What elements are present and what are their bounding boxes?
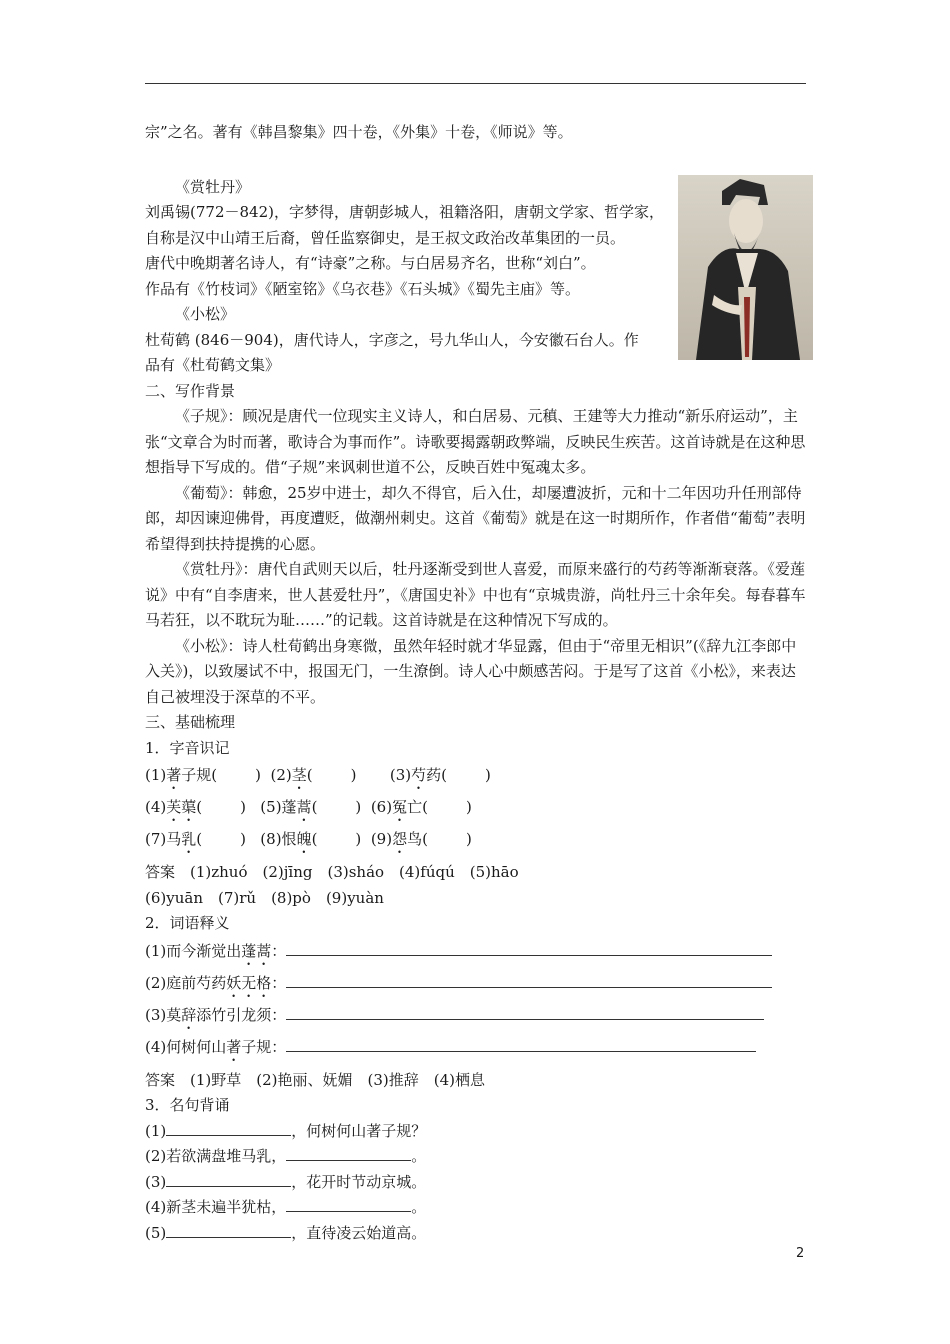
- item-text: 添竹引龙须：: [196, 1005, 287, 1024]
- item-label: (8)恨: [260, 830, 297, 848]
- item-text: ，直待凌云始道高。: [291, 1223, 427, 1242]
- item-text: (2)若欲满盘堆马乳，: [145, 1147, 287, 1165]
- item-label: (1): [145, 1121, 167, 1140]
- item-label: (6): [370, 798, 393, 816]
- item-text: (1)而今渐觉出: [145, 941, 242, 960]
- recitation-row: [145, 1119, 809, 1145]
- item-label: (2): [270, 766, 292, 784]
- subsection-title: 1．字音识记: [145, 738, 230, 757]
- item-label: (7)马: [145, 830, 182, 848]
- item-label: (4): [145, 798, 167, 816]
- item-text: ，花开时节动京城。: [291, 1172, 427, 1191]
- background-paragraph: 《赏牡丹》：唐代自武则天以后，牡丹逐渐受到世人喜爱，而原来盛行的芍药等渐渐衰落。《爱莲说》中有“自李唐来，世人甚爱牡丹”，《唐国史补》中也有“京城贵游，尚牡丹三十余年矣。每春暮车马若狂，以不耽玩为耻……”的记载。这首诗就是在这种情况下写成的。: [145, 560, 806, 629]
- fill-blank[interactable]: [166, 1172, 291, 1187]
- dotted-char: 辞: [181, 1005, 197, 1024]
- dotted-char: 蒿: [296, 798, 312, 816]
- item-text: (: [311, 798, 318, 816]
- paren-close: ): [485, 766, 491, 784]
- item-text: ，何树何山著子规？: [291, 1121, 427, 1140]
- section-heading-basics: 三、基础梳理: [145, 713, 236, 731]
- recitation-row: [145, 1221, 809, 1247]
- item-text: (4)何树何山: [145, 1037, 227, 1056]
- item-text: (4)新茎未遍半犹枯，: [145, 1198, 287, 1216]
- page-number: 2: [796, 1246, 805, 1261]
- background-paragraph: 《小松》：诗人杜荀鹤出身寒微，虽然年轻时就才华显露，但由于“帝里无相识”(《辞九江李郎中入关》)，以致屡试不中，报国无门，一生潦倒。诗人心中颇感苦闷。于是写了这首《小松》，来表达自己被埋没于深草的不平。: [145, 636, 797, 706]
- song-bio-line: 杜荀鹤 (846－904)，唐代诗人，字彦之，号九华山人，今安徽石台人。作: [145, 330, 639, 349]
- liu-yuxi-portrait: [678, 175, 813, 360]
- answer-line: (6)yuān (7)rǔ (8)pò (9)yuàn: [145, 888, 384, 907]
- item-text: 。: [411, 1147, 427, 1165]
- item-text: 药(: [426, 766, 448, 784]
- recitation-row: [145, 1195, 809, 1221]
- dotted-char: 冤: [392, 798, 408, 816]
- song-title: 《小松》: [175, 305, 236, 323]
- pronunciation-row: [145, 825, 809, 857]
- spacer: [145, 146, 809, 175]
- dotted-char: 茎: [291, 766, 307, 784]
- dotted-char: 芙蕖: [166, 798, 197, 816]
- item-text: (3)莫: [145, 1005, 182, 1024]
- item-text: 子规(: [181, 766, 218, 784]
- item-text: (: [196, 798, 203, 816]
- definition-row: [145, 969, 809, 1001]
- mudan-title: 《赏牡丹》: [175, 177, 251, 196]
- background-paragraph: 《葡萄》：韩愈，25岁中进士，却久不得官，后入仕，却屡遭波折，元和十二年因功升任刑部侍郎，却因谏迎佛骨，再度遭贬，做潮州刺史。这首《葡萄》就是在这一时期所作，作者借“葡萄”表明希望得到扶持提携的心愿。: [145, 483, 806, 553]
- answer-line: 答案 (1)野草 (2)艳丽、妩媚 (3)推辞 (4)栖息: [145, 1070, 485, 1089]
- item-text: 亡(: [407, 798, 428, 816]
- dotted-char: 芍: [411, 766, 427, 784]
- background-paragraph: 《子规》：顾况是唐代一位现实主义诗人，和白居易、元稹、王建等大力推动“新乐府运动”，主张“文章合为时而著，歌诗合为事而作”。诗歌要揭露朝政弊端，反映民生疾苦。这首诗就是在这种思想指导下写成的。借“子规”来讽刺世道不公，反映百姓中冤魂太多。: [145, 407, 806, 476]
- paren-close: ): [465, 798, 472, 816]
- item-label: (9): [370, 830, 393, 848]
- paren-close: ): [355, 830, 362, 848]
- mudan-bio-line: 刘禹锡(772－842)，字梦得，唐朝彭城人，祖籍洛阳，唐朝文学家、哲学家，: [145, 203, 664, 221]
- dotted-char: 魄: [296, 830, 312, 848]
- dotted-char: 妖无格: [226, 973, 272, 992]
- item-text: 鸟(: [407, 830, 428, 848]
- header-rule: [145, 83, 806, 84]
- dotted-char: 著: [226, 1037, 242, 1056]
- recitation-row: [145, 1144, 809, 1170]
- recitation-row: [145, 1170, 809, 1196]
- paren-close: ): [355, 798, 362, 816]
- item-label: (1): [145, 766, 167, 784]
- pronunciation-row: [145, 761, 809, 793]
- item-label: (5): [145, 1223, 167, 1242]
- continuation-paragraph: 宗”之名。著有《韩昌黎集》四十卷，《外集》十卷，《师说》等。: [145, 123, 573, 141]
- pronunciation-row: [145, 793, 809, 825]
- item-text: ：: [271, 941, 287, 960]
- mudan-bio-line: 自称是汉中山靖王后裔，曾任监察御史，是王叔文政治改革集团的一员。: [145, 228, 626, 247]
- answer-blank[interactable]: [286, 940, 772, 956]
- item-label: (3): [145, 1172, 167, 1191]
- answer-blank[interactable]: [286, 1004, 764, 1020]
- page-body: [145, 120, 809, 1246]
- item-text: 子规：: [241, 1037, 287, 1056]
- fill-blank[interactable]: [286, 1146, 411, 1161]
- definition-row: [145, 1001, 809, 1033]
- answer-line: 答案 (1)zhuó (2)jīng (3)sháo (4)fúqú (5)hāo: [145, 863, 519, 881]
- paren-close: ): [255, 766, 261, 784]
- paren-close: ): [350, 766, 357, 784]
- subsection-title: 2．词语释义: [145, 914, 230, 932]
- dotted-char: 蓬蒿: [241, 941, 272, 960]
- item-text: (: [306, 766, 313, 784]
- item-text: 。: [411, 1198, 427, 1216]
- mudan-bio-line: 唐代中晚期著名诗人，有“诗豪”之称。与白居易齐名，世称“刘白”。: [145, 254, 596, 272]
- definition-row: [145, 1033, 809, 1065]
- mudan-bio-line: 作品有《竹枝词》《陋室铭》《乌衣巷》《石头城》《蜀先主庙》等。: [145, 279, 581, 298]
- answer-blank[interactable]: [286, 1036, 756, 1052]
- paren-close: ): [240, 798, 246, 816]
- item-text: (: [196, 830, 203, 848]
- item-text: (: [311, 830, 318, 848]
- item-label: (3): [389, 766, 412, 784]
- fill-blank[interactable]: [286, 1197, 411, 1212]
- fill-blank[interactable]: [166, 1223, 291, 1238]
- dotted-char: 怨: [392, 830, 408, 848]
- dotted-char: 著: [166, 766, 182, 784]
- paren-close: ): [240, 830, 246, 848]
- song-bio-line: 品有《杜荀鹤文集》: [145, 356, 281, 374]
- item-label: (5)蓬: [260, 798, 297, 816]
- answer-blank[interactable]: [286, 972, 772, 988]
- section-heading-background: 二、写作背景: [145, 381, 236, 400]
- item-text: (2)庭前芍药: [145, 973, 227, 992]
- definition-row: [145, 937, 809, 969]
- dotted-char: 乳: [181, 830, 197, 848]
- subsection-title: 3．名句背诵: [145, 1096, 230, 1114]
- item-text: ：: [271, 973, 287, 992]
- paren-close: ): [465, 830, 472, 848]
- fill-blank[interactable]: [166, 1121, 291, 1136]
